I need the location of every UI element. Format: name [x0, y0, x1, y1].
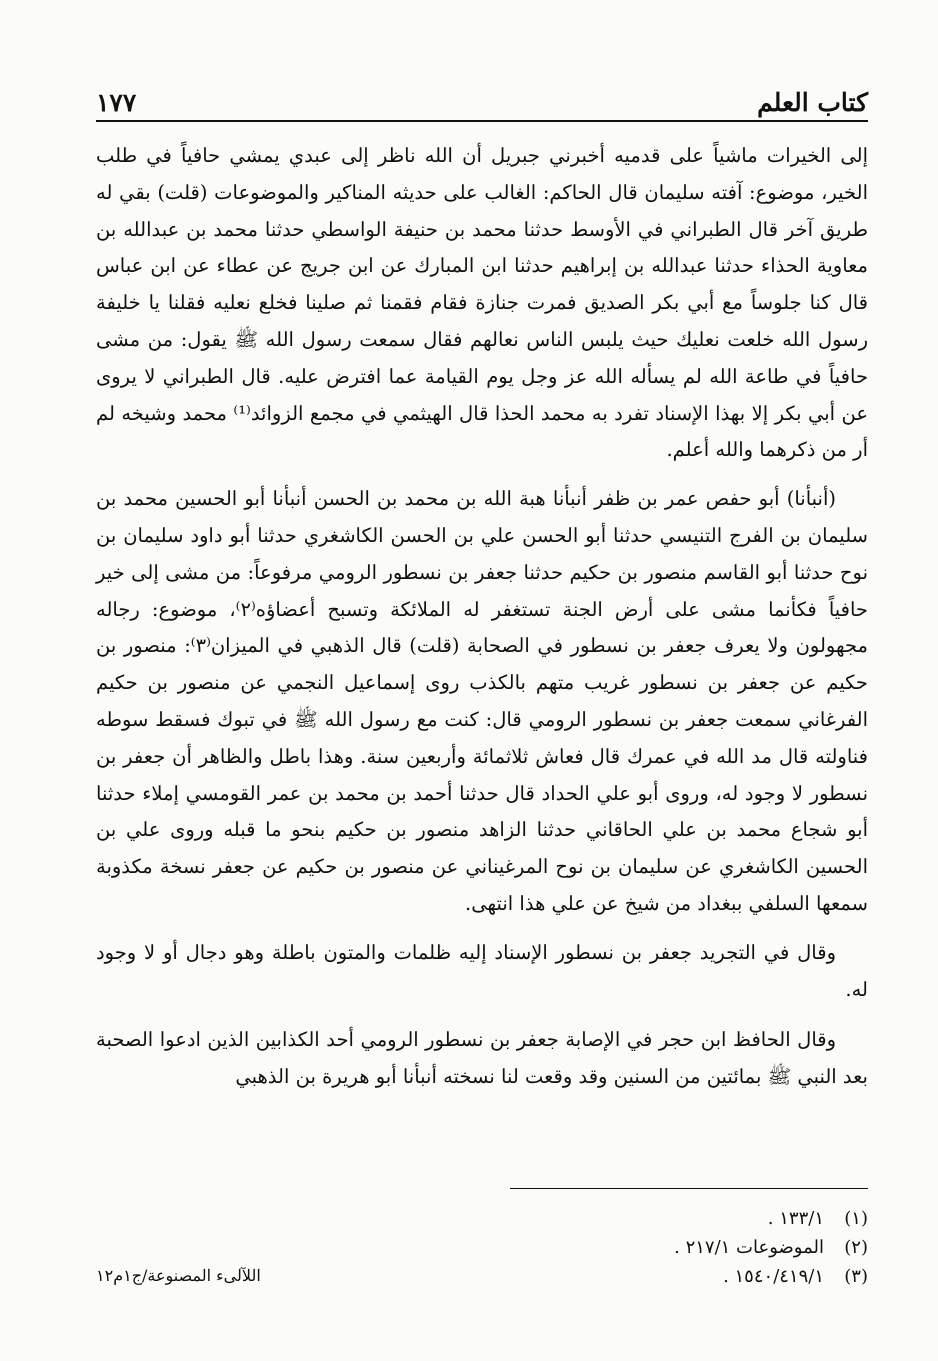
footnote	[468, 1262, 868, 1291]
footnote	[468, 1233, 868, 1262]
footnotes	[468, 1204, 868, 1291]
footnote-divider	[510, 1188, 868, 1189]
footnote-number: (١)	[844, 1208, 868, 1229]
paragraph: إلى الخيرات ماشياً على قدميه أخبرني جبريل أن الله ناظر إلى عبدي يمشي حافياً في طلب الخير، موضوع: آفته سليمان قال الحاكم: الغالب على حديثه المناكير والموضوعات (قلت) بقي له طريق آخر قال الطبراني في الأوسط حدثنا محمد بن حنيفة الواسطي حدثنا محمد بن عبدالله بن معاوية الحذاء حدثنا عبدالله بن إبراهيم حدثنا ابن المبارك عن ابن جريج عن عطاء عن ابن عباس قال كنا جلوساً مع أبي بكر الصديق فمرت جنازة فقام فقمنا ثم صلينا فخلع نعليه فقلنا يا خليفة رسول الله خلعت نعليك حيث يلبس الناس نعالهم فقال سمعت رسول الله ﷺ يقول: من مشى حافياً في طاعة الله لم يسأله الله عز وجل يوم القيامة عما افترض عليه. قال الطبراني لا يروى عن أبي بكر إلا بهذا الإسناد تفرد به محمد الحذا قال الهيثمي في مجمع الزوائد⁽¹⁾ محمد وشيخه لم أر من ذكرهما والله أعلم.	[96, 144, 868, 462]
footnote-number: (٣)	[844, 1266, 868, 1287]
footnote	[468, 1204, 868, 1233]
main-text	[96, 138, 868, 1096]
footnote-text: ١٥٤٠/٤١٩/١ .	[723, 1266, 824, 1287]
footnote-text: ١٣٣/١ .	[767, 1208, 824, 1229]
footnote-number: (٢)	[844, 1237, 868, 1258]
printer-signature: اللآلىء المصنوعة/ج١م١٢	[96, 1266, 261, 1285]
chapter-title: كتاب العلم	[757, 88, 868, 117]
paragraph: (أنبأنا) أبو حفص عمر بن ظفر أنبأنا هبة الله بن محمد بن الحسن أنبأنا أبو الحسين محمد بن سليمان بن الفرج التنيسي حدثنا أبو الحسن علي بن الحسن الكاشغري حدثنا أبو داود سليمان بن نوح حدثنا أبو القاسم منصور بن حكيم حدثنا جعفر بن نسطور الرومي مرفوعاً: من مشى إلى خير حافياً فكأنما مشى على أرض الجنة تستغفر له الملائكة وتسبح أعضاؤه⁽٢⁾، موضوع: رجاله مجهولون ولا يعرف جعفر بن نسطور في الصحابة (قلت) قال الذهبي في الميزان⁽٣⁾: منصور بن حكيم عن جعفر بن نسطور غريب متهم بالكذب روى إسماعيل النجمي عن منصور بن حكيم الفرغاني سمعت جعفر بن نسطور الرومي قال: كنت مع رسول الله ﷺ في تبوك فسقط سوطه فناولته قال مد الله في عمرك قال فعاش ثلاثمائة وأربعين سنة. وهذا باطل والظاهر أن جعفر بن نسطور لا وجود له، وروى أبو علي الحداد قال حدثنا أحمد بن محمد بن عمر القومسي إملاء حدثنا أبو شجاع محمد بن علي الحاقاني حدثنا الزاهد منصور بن حكيم بنحو ما قبله وروى علي بن الحسين الكاشغري عن سليمان بن نوح المرغيناني عن منصور بن حكيم عن جعفر نسخة مكذوبة سمعها السلفي ببغداد من شيخ عن علي هذا انتهى.	[96, 487, 868, 915]
paragraph: وقال في التجريد جعفر بن نسطور الإسناد إليه ظلمات والمتون باطلة وهو دجال أو لا وجود له.	[96, 940, 868, 1001]
running-header	[96, 82, 868, 122]
footnote-text: الموضوعات ٢١٧/١ .	[674, 1237, 824, 1258]
page-number: ١٧٧	[96, 88, 137, 117]
paragraph: وقال الحافظ ابن حجر في الإصابة جعفر بن نسطور الرومي أحد الكذابين الذين ادعوا الصحبة بعد النبي ﷺ بمائتين من السنين وقد وقعت لنا نسخته أنبأنا أبو هريرة بن الذهبي	[96, 1028, 868, 1089]
